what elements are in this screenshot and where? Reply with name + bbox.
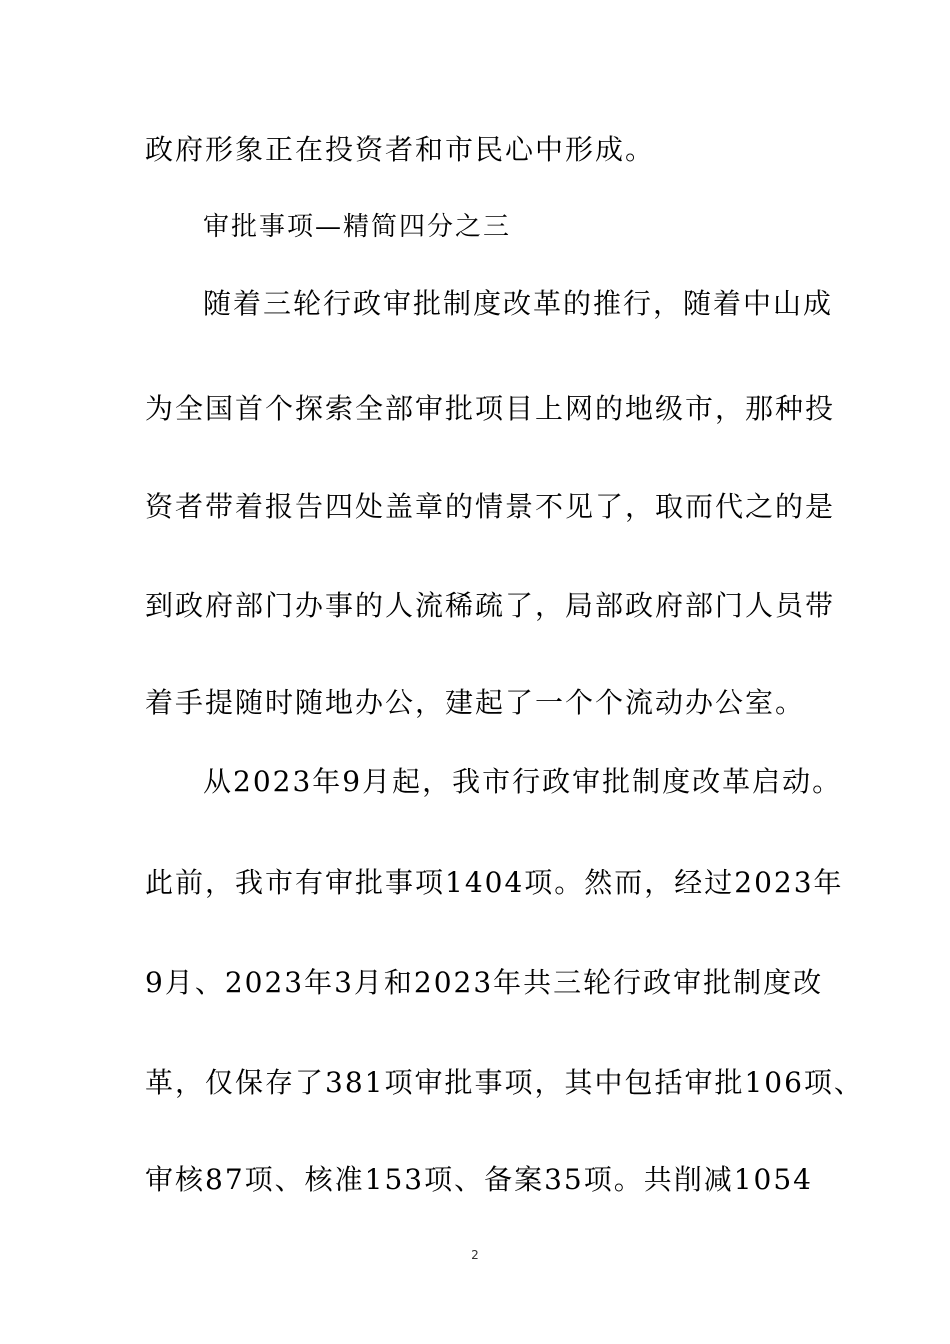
text-line-4: 为全国首个探索全部审批项目上网的地级市，那种投	[145, 392, 836, 425]
text-line-11: 革，仅保存了381项审批事项，其中包括审批106项、	[145, 1066, 864, 1099]
text-line-5: 资者带着报告四处盖章的情景不见了，取而代之的是	[145, 490, 836, 523]
text-line-8: 从2023年9月起，我市行政审批制度改革启动。	[203, 765, 843, 798]
text-line-1: 政府形象正在投资者和市民心中形成。	[145, 133, 656, 166]
text-line-10: 9月、2023年3月和2023年共三轮行政审批制度改	[145, 966, 824, 999]
text-line-9: 此前，我市有审批事项1404项。然而，经过2023年	[145, 866, 844, 899]
section-heading: 审批事项—精简四分之三	[203, 212, 512, 242]
text-line-3: 随着三轮行政审批制度改革的推行，随着中山成	[203, 287, 834, 320]
text-line-7: 着手提随时随地办公，建起了一个个流动办公室。	[145, 686, 806, 719]
page-number: 2	[471, 1248, 479, 1262]
text-line-12: 审核87项、核准153项、备案35项。共削减1054	[145, 1163, 813, 1196]
text-line-6: 到政府部门办事的人流稀疏了，局部政府部门人员带	[145, 589, 836, 622]
